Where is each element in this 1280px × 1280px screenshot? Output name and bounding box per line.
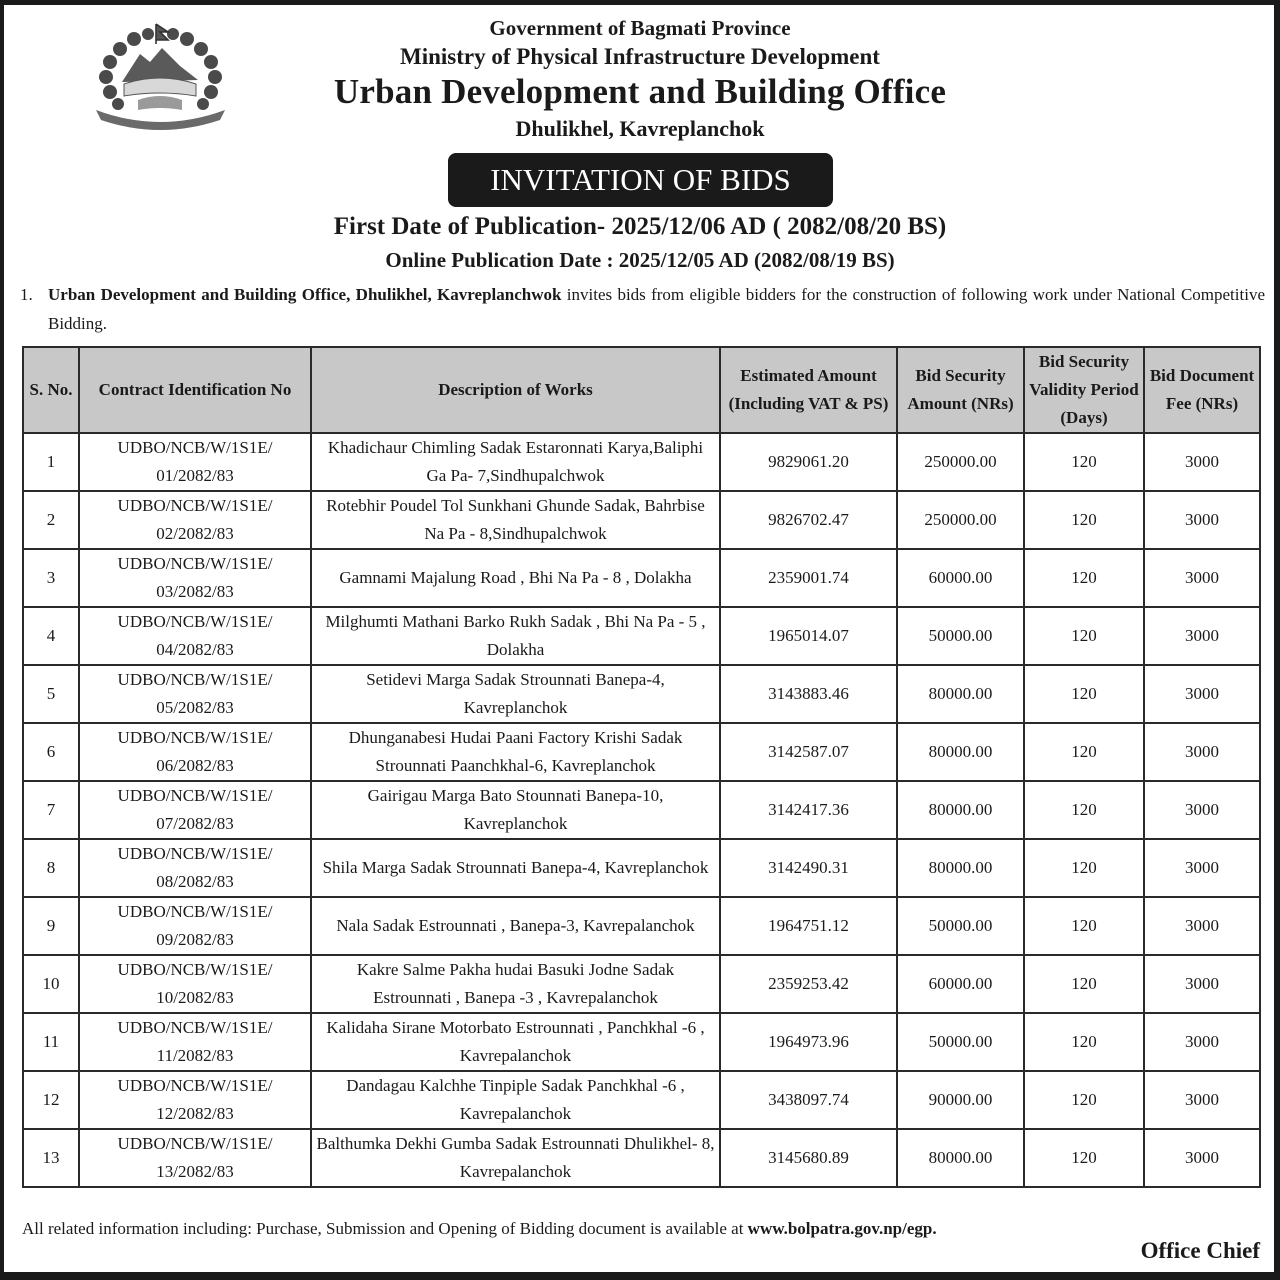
contract-id-cell: UDBO/NCB/W/1S1E/ 09/2082/83 (79, 897, 311, 955)
contract-id-cell: UDBO/NCB/W/1S1E/ 10/2082/83 (79, 955, 311, 1013)
serial-number-cell: 1 (23, 433, 79, 491)
bid-security-amount-cell: 90000.00 (897, 1071, 1024, 1129)
intro-number: 1. (20, 285, 33, 304)
estimated-amount-cell: 3142490.31 (720, 839, 897, 897)
notice-title-badge: INVITATION OF BIDS (448, 153, 833, 207)
serial-number-cell: 4 (23, 607, 79, 665)
contract-id-cell: UDBO/NCB/W/1S1E/ 13/2082/83 (79, 1129, 311, 1187)
serial-number-cell: 3 (23, 549, 79, 607)
table-row (23, 897, 1260, 955)
work-description-cell: Balthumka Dekhi Gumba Sadak Estrounnati Dhulikhel- 8, Kavrepalanchok (311, 1129, 720, 1187)
document-fee-cell: 3000 (1144, 665, 1260, 723)
document-fee-cell: 3000 (1144, 839, 1260, 897)
serial-number-cell: 2 (23, 491, 79, 549)
estimated-amount-cell: 3142587.07 (720, 723, 897, 781)
estimated-amount-cell: 1964751.12 (720, 897, 897, 955)
work-description-cell: Milghumti Mathani Barko Rukh Sadak , Bhi Na Pa - 5 , Dolakha (311, 607, 720, 665)
work-description-cell: Nala Sadak Estrounnati , Banepa-3, Kavrepalanchok (311, 897, 720, 955)
table-row (23, 839, 1260, 897)
serial-number-cell: 11 (23, 1013, 79, 1071)
table-row (23, 607, 1260, 665)
bid-security-amount-cell: 60000.00 (897, 955, 1024, 1013)
bid-security-amount-cell: 50000.00 (897, 1013, 1024, 1071)
estimated-amount-cell: 3438097.74 (720, 1071, 897, 1129)
validity-period-cell: 120 (1024, 1013, 1144, 1071)
table-row (23, 1013, 1260, 1071)
work-description-cell: Kalidaha Sirane Motorbato Estrounnati , Panchkhal -6 , Kavrepalanchok (311, 1013, 720, 1071)
table-row (23, 1129, 1260, 1187)
estimated-amount-cell: 9829061.20 (720, 433, 897, 491)
estimated-amount-cell: 3142417.36 (720, 781, 897, 839)
work-description-cell: Kakre Salme Pakha hudai Basuki Jodne Sadak Estrounnati , Banepa -3 , Kavrepalanchok (311, 955, 720, 1013)
validity-period-cell: 120 (1024, 839, 1144, 897)
header-estimated-amount: Estimated Amount (Including VAT & PS) (720, 347, 897, 433)
letterhead (0, 14, 1280, 146)
contract-id-cell: UDBO/NCB/W/1S1E/ 03/2082/83 (79, 549, 311, 607)
table-row (23, 781, 1260, 839)
work-description-cell: Dhunganabesi Hudai Paani Factory Krishi Sadak Strounnati Paanchkhal-6, Kavreplanchok (311, 723, 720, 781)
first-publication-date: First Date of Publication- 2025/12/06 AD ( 2082/08/20 BS) (333, 213, 947, 240)
contract-id-cell: UDBO/NCB/W/1S1E/ 07/2082/83 (79, 781, 311, 839)
intro-paragraph (20, 280, 1265, 338)
table-row (23, 433, 1260, 491)
validity-period-cell: 120 (1024, 1071, 1144, 1129)
estimated-amount-cell: 3143883.46 (720, 665, 897, 723)
intro-office-name: Urban Development and Building Office, Dhulikhel, Kavreplanchwok (48, 285, 562, 304)
serial-number-cell: 9 (23, 897, 79, 955)
document-fee-cell: 3000 (1144, 723, 1260, 781)
header-bid-security: Bid Security Amount (NRs) (897, 347, 1024, 433)
document-fee-cell: 3000 (1144, 1129, 1260, 1187)
bid-security-amount-cell: 80000.00 (897, 781, 1024, 839)
work-description-cell: Khadichaur Chimling Sadak Estaronnati Karya,Baliphi Ga Pa- 7,Sindhupalchwok (311, 433, 720, 491)
estimated-amount-cell: 3145680.89 (720, 1129, 897, 1187)
document-fee-cell: 3000 (1144, 781, 1260, 839)
header-sno: S. No. (23, 347, 79, 433)
validity-period-cell: 120 (1024, 433, 1144, 491)
validity-period-cell: 120 (1024, 1129, 1144, 1187)
work-description-cell: Rotebhir Poudel Tol Sunkhani Ghunde Sadak, Bahrbise Na Pa - 8,Sindhupalchwok (311, 491, 720, 549)
validity-period-cell: 120 (1024, 723, 1144, 781)
contract-id-cell: UDBO/NCB/W/1S1E/ 08/2082/83 (79, 839, 311, 897)
serial-number-cell: 5 (23, 665, 79, 723)
signatory: Office Chief (1140, 1238, 1260, 1263)
header-description: Description of Works (311, 347, 720, 433)
serial-number-cell: 12 (23, 1071, 79, 1129)
estimated-amount-cell: 2359001.74 (720, 549, 897, 607)
table-row (23, 723, 1260, 781)
bid-security-amount-cell: 50000.00 (897, 897, 1024, 955)
serial-number-cell: 10 (23, 955, 79, 1013)
table-row (23, 491, 1260, 549)
office-location: Dhulikhel, Kavreplanchok (515, 116, 765, 141)
work-description-cell: Gairigau Marga Bato Stounnati Banepa-10, Kavreplanchok (311, 781, 720, 839)
contract-id-cell: UDBO/NCB/W/1S1E/ 01/2082/83 (79, 433, 311, 491)
table-row (23, 665, 1260, 723)
validity-period-cell: 120 (1024, 607, 1144, 665)
table-row (23, 1071, 1260, 1129)
ministry-name: Ministry of Physical Infrastructure Development (400, 44, 880, 69)
serial-number-cell: 6 (23, 723, 79, 781)
document-fee-cell: 3000 (1144, 1013, 1260, 1071)
validity-period-cell: 120 (1024, 549, 1144, 607)
estimated-amount-cell: 9826702.47 (720, 491, 897, 549)
validity-period-cell: 120 (1024, 781, 1144, 839)
estimated-amount-cell: 2359253.42 (720, 955, 897, 1013)
footer-text: All related information including: Purchase, Submission and Opening of Bidding document is available at (22, 1219, 748, 1238)
contract-id-cell: UDBO/NCB/W/1S1E/ 04/2082/83 (79, 607, 311, 665)
bid-security-amount-cell: 50000.00 (897, 607, 1024, 665)
footer-note (22, 1218, 937, 1240)
bolpatra-link[interactable]: www.bolpatra.gov.np/egp. (747, 1219, 937, 1238)
bid-security-amount-cell: 80000.00 (897, 723, 1024, 781)
serial-number-cell: 7 (23, 781, 79, 839)
table-row (23, 549, 1260, 607)
table-header-row (23, 347, 1260, 433)
serial-number-cell: 13 (23, 1129, 79, 1187)
document-fee-cell: 3000 (1144, 607, 1260, 665)
bids-table (22, 346, 1261, 1188)
bid-security-amount-cell: 250000.00 (897, 491, 1024, 549)
validity-period-cell: 120 (1024, 665, 1144, 723)
contract-id-cell: UDBO/NCB/W/1S1E/ 11/2082/83 (79, 1013, 311, 1071)
office-name: Urban Development and Building Office (333, 72, 947, 111)
validity-period-cell: 120 (1024, 897, 1144, 955)
validity-period-cell: 120 (1024, 955, 1144, 1013)
work-description-cell: Shila Marga Sadak Strounnati Banepa-4, Kavreplanchok (311, 839, 720, 897)
work-description-cell: Dandagau Kalchhe Tinpiple Sadak Panchkhal -6 , Kavrepalanchok (311, 1071, 720, 1129)
document-fee-cell: 3000 (1144, 549, 1260, 607)
document-fee-cell: 3000 (1144, 433, 1260, 491)
online-publication-date: Online Publication Date : 2025/12/05 AD (2082/08/19 BS) (385, 248, 895, 272)
estimated-amount-cell: 1965014.07 (720, 607, 897, 665)
estimated-amount-cell: 1964973.96 (720, 1013, 897, 1071)
work-description-cell: Setidevi Marga Sadak Strounnati Banepa-4, Kavreplanchok (311, 665, 720, 723)
header-doc-fee: Bid Document Fee (NRs) (1144, 347, 1260, 433)
contract-id-cell: UDBO/NCB/W/1S1E/ 05/2082/83 (79, 665, 311, 723)
bid-security-amount-cell: 80000.00 (897, 839, 1024, 897)
government-name: Government of Bagmati Province (489, 16, 791, 40)
document-fee-cell: 3000 (1144, 491, 1260, 549)
contract-id-cell: UDBO/NCB/W/1S1E/ 12/2082/83 (79, 1071, 311, 1129)
work-description-cell: Gamnami Majalung Road , Bhi Na Pa - 8 , Dolakha (311, 549, 720, 607)
contract-id-cell: UDBO/NCB/W/1S1E/ 02/2082/83 (79, 491, 311, 549)
document-fee-cell: 3000 (1144, 1071, 1260, 1129)
table-row (23, 955, 1260, 1013)
header-validity: Bid Security Validity Period (Days) (1024, 347, 1144, 433)
validity-period-cell: 120 (1024, 491, 1144, 549)
document-fee-cell: 3000 (1144, 897, 1260, 955)
contract-id-cell: UDBO/NCB/W/1S1E/ 06/2082/83 (79, 723, 311, 781)
bid-security-amount-cell: 80000.00 (897, 1129, 1024, 1187)
header-contract-id: Contract Identification No (79, 347, 311, 433)
bid-security-amount-cell: 80000.00 (897, 665, 1024, 723)
intro-text: invites bids from eligible bidders for the construction of following work under National Competitive Bidding. (48, 285, 1265, 333)
serial-number-cell: 8 (23, 839, 79, 897)
bid-security-amount-cell: 60000.00 (897, 549, 1024, 607)
bid-security-amount-cell: 250000.00 (897, 433, 1024, 491)
document-fee-cell: 3000 (1144, 955, 1260, 1013)
